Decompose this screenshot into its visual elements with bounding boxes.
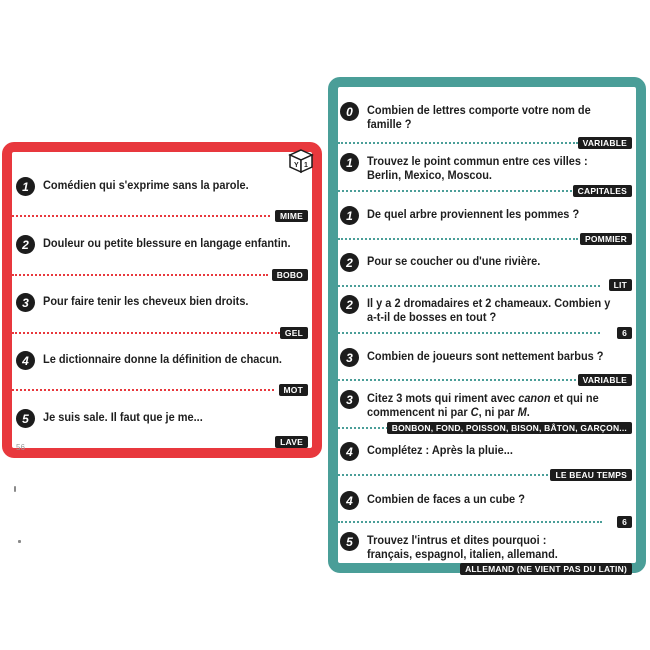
answer-label: LIT [609,279,632,291]
dotted-separator [12,215,270,217]
answer-label: VARIABLE [578,374,632,386]
question-text: Combien de joueurs sont nettement barbus ? [367,349,604,363]
question-number: 5 [16,409,35,428]
answer-label: 6 [617,516,632,528]
question-number: 4 [16,351,35,370]
question-text: Trouvez le point commun entre ces villes : Berlin, Mexico, Moscou. [367,154,588,182]
question-number: 2 [340,253,359,272]
question-number: 3 [340,390,359,409]
question-row [16,178,304,196]
question-text: Douleur ou petite blessure en langage enfantin. [43,236,291,250]
answer-label: GEL [280,327,308,339]
question-row [340,349,628,367]
scan-mark [18,540,21,543]
dotted-separator [12,332,280,334]
answer-label: CAPITALES [573,185,632,197]
question-text: Pour se coucher ou d'une rivière. [367,254,541,268]
question-number: 5 [340,532,359,551]
dotted-separator [12,389,274,391]
question-row [16,352,304,370]
question-text: De quel arbre proviennent les pommes ? [367,207,580,221]
question-text: Comédien qui s'exprime sans la parole. [43,178,249,192]
question-row [340,492,628,510]
dotted-separator [338,238,578,240]
dice-letter-left: Y [294,162,299,169]
question-row [340,254,628,272]
question-row [340,207,628,225]
page-number: 56 [16,443,25,452]
question-number: 1 [340,206,359,225]
question-row [340,391,628,419]
teal-question-card [328,77,646,573]
dotted-separator [338,474,548,476]
dotted-separator [338,379,576,381]
question-number: 0 [340,102,359,121]
question-text: Combien de faces a un cube ? [367,492,525,506]
answer-label: VARIABLE [578,137,632,149]
scan-mark [14,486,16,492]
dice-icon [288,148,314,174]
answer-label: BOBO [272,269,308,281]
answer-label: MIME [275,210,308,222]
question-text: Je suis sale. Il faut que je me... [43,410,203,424]
question-text: Complétez : Après la pluie... [367,443,513,457]
answer-label: POMMIER [580,233,632,245]
red-question-card [2,142,322,458]
question-text: Le dictionnaire donne la définition de chacun. [43,352,282,366]
dotted-separator [338,190,572,192]
question-number: 3 [16,293,35,312]
question-row [16,294,304,312]
answer-label: BONBON, FOND, POISSON, BISON, BÂTON, GARÇON... [387,422,632,434]
question-row [340,533,628,561]
answer-label: LE BEAU TEMPS [550,469,632,481]
question-text: Combien de lettres comporte votre nom de famille ? [367,103,591,131]
question-number: 3 [340,348,359,367]
dotted-separator [338,142,578,144]
dotted-separator [338,285,600,287]
question-number: 2 [16,235,35,254]
question-number: 2 [340,295,359,314]
question-row [340,103,628,131]
question-text: Trouvez l'intrus et dites pourquoi : français, espagnol, italien, allemand. [367,533,558,561]
answer-label: LAVE [275,436,308,448]
question-row [340,443,628,461]
question-text: Citez 3 mots qui riment avec canon et qui ne commencent ni par C, ni par M. [367,391,599,419]
question-number: 1 [340,153,359,172]
dotted-separator [338,332,600,334]
question-row [16,410,304,428]
question-text: Pour faire tenir les cheveux bien droits. [43,294,249,308]
answer-label: MOT [279,384,308,396]
question-row [340,296,628,324]
question-row [340,154,628,182]
answer-label: 6 [617,327,632,339]
question-number: 1 [16,177,35,196]
dotted-separator [12,274,268,276]
question-row [16,236,304,254]
answer-label: ALLEMAND (NE VIENT PAS DU LATIN) [460,563,632,575]
question-text: Il y a 2 dromadaires et 2 chameaux. Combien y a-t-il de bosses en tout ? [367,296,611,324]
dice-letter-right: 1 [304,162,308,169]
question-number: 4 [340,442,359,461]
question-number: 4 [340,491,359,510]
dotted-separator [338,521,602,523]
